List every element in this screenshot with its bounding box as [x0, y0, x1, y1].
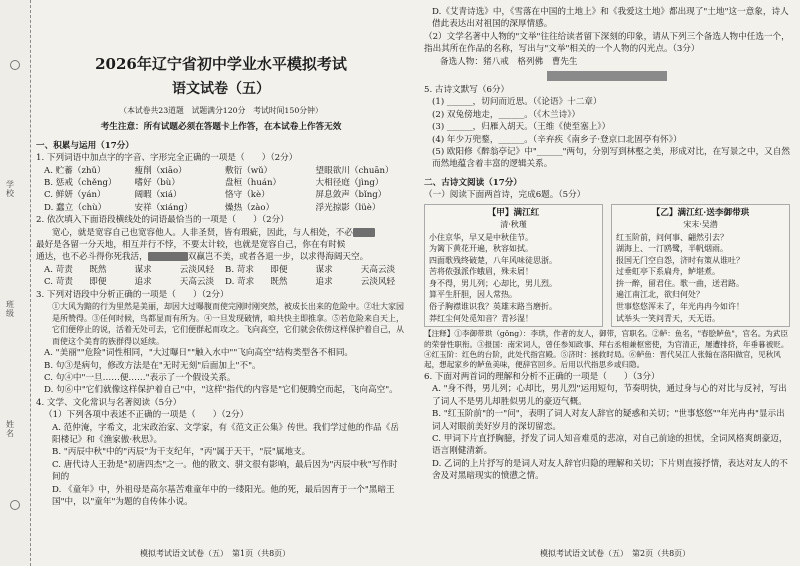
option-cell: 既然 [89, 264, 107, 275]
page-1-footer: 模拟考试语文试卷（五） 第1页（共8页） [140, 549, 291, 558]
option-row [36, 165, 406, 177]
option-cell: 即便 [270, 264, 288, 275]
poem-line: 算平生肝胆，因人常热。 [429, 290, 517, 300]
q2-passage-2: 最好是各留一分天地，相互并行不悖，不要太计较，也就是宽容自己，你在有时候 [36, 240, 346, 251]
poem-title: 【甲】满江红 [487, 207, 540, 218]
option-cell: B. 惩戒（chěng） [44, 178, 117, 189]
option-cell: 天高云淡 [179, 277, 215, 288]
option-cell: 云淡风轻 [179, 264, 215, 275]
punch-hole [10, 60, 20, 70]
option: C. 甲词下片直抒胸臆，抒发了词人知音难觅的悲凉，对自己前途的担忧，全词风格爽朗豪迈，语言刚健清新。 [432, 433, 788, 457]
page-2-footer: 模拟考试语文试卷（五） 第2页（共8页） [540, 549, 691, 558]
poem-line: 试举头一笑问青天，天无语。 [616, 313, 720, 323]
option-cell: D. 苛求 [225, 277, 255, 288]
annotation: 【注释】①李御带珙（gǒng）：李珙，作者的友人，御带，官职名。②鲈：鱼名，"春脍鲈鱼"，官名。为武臣的荣誉性职衔。③报国：南宋词人，曾任参知政事、拜右丞相兼枢密使，为官清正，屡遭排挤，年垂暮被贬。④红玉阶：红色的台阶，此处代指宫殿。⑤济时：拯救时局。⑥鲈鱼：晋代吴江人张翰在洛阳做官，见秋风起，想起家乡的鲈鱼美味，便辞官回乡。后用以代指思乡或归隐。 [424, 329, 789, 370]
poem-line: 俗子胸襟谁识我？英雄末路当磨折。 [429, 302, 557, 312]
option-cell: 屏息敛声（bǐng） [315, 190, 387, 201]
q4-option-d: D.《艾青诗选》中，《雪落在中国的土地上》和《我爱这土地》都出现了"土地"这一意象，诗人借此表达出对祖国的深厚情感。 [432, 7, 789, 30]
option-cell: 即便 [89, 277, 107, 288]
option-cell: 盘桓（huán） [225, 178, 282, 189]
question-3: 3. 下列对语段中分析正确的一项是（ ）（2分） [36, 289, 229, 300]
option-cell: 天高云淡 [360, 264, 396, 275]
section-2-1: （一）阅读下面两首诗，完成6题。（5分） [424, 190, 586, 201]
q2-passage: 宽心，就是宽容自己也宽容他人。人非圣贤，皆有瑕疵，因此，与人相处，不必 [36, 227, 406, 239]
option: B. 句③是病句，修改方法是在"无时无刻"后面加上"不"。 [44, 360, 261, 371]
question-5: 5. 古诗文默写（6分） [424, 85, 510, 96]
answer-stamp [547, 71, 667, 81]
option-cell: 望眼欲川（chuān） [315, 165, 394, 176]
exam-subtitle: 语文试卷（五） [172, 81, 270, 97]
option: D. 《童年》中，外祖母是高尔基苦难童年中的一缕阳光。他的死，最后因育于一个"黑暗王国"中，以"童年"为题的自传体小说。 [52, 484, 395, 507]
exam-attention: 考生注意：所有试题必须在答题卡上作答，在本试卷上作答无效 [100, 122, 342, 133]
option-cell: C. 苛责 [44, 277, 73, 288]
option-cell: D. 蠢立（chù） [44, 202, 107, 213]
option-cell: B. 苛求 [225, 264, 254, 275]
option: C. 唐代诗人王勃是"初唐四杰"之一。他的散文、骈文很有影响，最后因为"丙辰中秋"写作时间的 [52, 459, 398, 483]
option: A. "身不得，男儿列；心却比，男儿烈"运用短句，节奏明快，通过身与心的对比与反衬，写出了词人不是男儿却胜似男儿的豪迈气概。 [432, 384, 787, 407]
poem-line: 身不得，男儿列；心却比，男儿烈。 [429, 278, 557, 288]
dictation-line: (3) ______，归雁入胡天。（王维《使至塞上》） [432, 122, 611, 133]
option-cell: 瘦削（xiāo） [134, 165, 187, 176]
option-cell: 浮光掠影（lüè） [315, 202, 381, 213]
poem-author: 清·秋瑾 [500, 220, 527, 230]
poem-line: 小住京华，早又是中秋佳节。 [429, 232, 533, 242]
option-cell: A. 贮蓄（zhǔ） [44, 165, 106, 176]
option-row [36, 177, 406, 189]
dictation-line: (2) 双兔傍地走，______。（《木兰诗》） [432, 109, 581, 120]
option-cell: 安祥（xiáng） [134, 202, 193, 213]
punch-hole [10, 500, 20, 510]
poem-line: 湖海上、一汀鸥鹭，半帆烟雨。 [616, 244, 728, 254]
option-cell: C. 鲜妍（yán） [44, 190, 106, 201]
poem-line: 为篱下黄花开遍，秋容如拭。 [429, 244, 533, 254]
poem-line: 苦将侬强派作蛾眉，殊未屑！ [429, 267, 533, 277]
poem-line: 红玉阶前，问何事、翩然引去？ [616, 232, 728, 242]
poem-line: 拚一醉，留君住。歌一曲，送君路。 [616, 278, 744, 288]
option-row [36, 189, 406, 201]
q3-passage: ①大风为黯的行为里然是美丽，却因大过曝腹而使完刚时刚突然，被成长出来的危险中。②壮大家园是所赞得。③任何时候，鸟都显而有所为。④一旦发现破情，咱共快主即推拿。⑤若危险来自天上，它们便停止的说，活着无处可去，它们便群起而攻之。飞向高空，它们就会依傍这样保护着自己，从而使这个美育的族群得以延续。 [52, 302, 404, 346]
binding-name-label: 姓名 [6, 420, 14, 438]
option-row [36, 276, 406, 288]
poem-line: 四面歌残终破楚，八年风味徒思浙。 [429, 255, 557, 265]
poem-jia [424, 204, 603, 328]
q1-options [36, 165, 406, 215]
option-row [36, 202, 406, 214]
page-1 [36, 6, 406, 508]
poem-author: 宋末·吴潜 [683, 220, 718, 230]
option: D. 乙词的上片抒写的是词人对友人辞官归隐的理解和关切；下片则直接抒情，表达对友人的不舍及对黑暗现实的愤懑之情。 [432, 458, 788, 482]
question-4-1: （1）下列各项中表述不正确的一项是（ ）（2分） [44, 410, 249, 421]
page-2 [424, 6, 790, 483]
option-cell: 追求 [315, 277, 333, 288]
option: D. 句⑥中"它们就像这样保护着自己"中，"这样"指代的内容是"它们便腾空而起，飞向高空"。 [44, 385, 398, 396]
option-cell: 大相径庭（jìng） [315, 178, 384, 189]
option-row [36, 264, 406, 276]
option-cell: 谋求 [134, 264, 152, 275]
section-heading-2: 二、古诗文阅读（17分） [424, 177, 522, 188]
dictation-line: (4) 年少万兜鍪，______。（辛弃疾《南乡子·登京口北固亭有怀》） [432, 134, 682, 145]
poem-title: 【乙】满江红·送李御带珙 [651, 207, 750, 218]
binding-margin [0, 0, 31, 566]
binding-class-label: 班级 [6, 300, 14, 318]
option: B. "丙辰中秋"中的"丙辰"为干支纪年，"丙"属于天干，"辰"属地支。 [52, 447, 311, 458]
binding-school-label: 学校 [6, 180, 14, 198]
option-cell: 阔暇（xiá） [134, 190, 182, 201]
dictation-line: (5) 欧阳修《醉翁亭记》中"______"两句，分别写到林壑之美，形成对比，在写景之中，又自然而然地蕴含着丰富的逻辑关系。 [432, 147, 790, 170]
question-2: 2. 依次填入下面语段横线处的词语最恰当的一项是（ ）（2分） [36, 215, 289, 226]
question-4-2: （2）文学名著中人物的"文举"往往给读者留下深刻的印象，请从下列三个备选人物中任选一个，指出其所在作品的名称，写出与"文举"相关的一个人物的闪光点。（3分） [424, 31, 790, 55]
dictation-line: (1) ______，切问而近思。（《论语》十二章） [432, 97, 602, 108]
poem-line: 遍江南江北，欲归何处？ [616, 290, 704, 300]
exam-title: 2026年辽宁省初中学业水平模拟考试 [95, 55, 347, 73]
option-cell: 嗜好（bù） [134, 178, 180, 189]
poem-yi [611, 204, 790, 328]
q3-options [36, 347, 406, 397]
exam-note: （本试卷共23道题 试题满分120分 考试时间150分钟） [119, 106, 323, 115]
poem-line: 过垂虹亭下系扁舟，鲈堪煮。 [616, 267, 720, 277]
q6-options [424, 383, 790, 482]
option: A. 范仲淹，字希文，北宋政治家、文学家，有《范文正公集》传世。我们学过他的作品《岳阳楼记》和《渔家傲·秋思》。 [52, 422, 399, 445]
poem-line: 莽红尘何处觅知音？青衫湿！ [429, 313, 533, 323]
poem-line: 报国无门空自怨，济时有策从谁吐？ [616, 255, 744, 265]
q2-passage-3: 通达，也不必斗得你死我活， 双赢岂不美，或者各退一步，以求得海阔天空。 [36, 252, 369, 263]
option: C. 句④中"一旦……便……"表示了一个假设关系。 [44, 372, 236, 383]
candidate-characters: 备选人物：猪八戒 格列佛 曹先生 [440, 56, 578, 67]
option-cell: 燥热（zào） [225, 202, 275, 213]
option-cell: 既然 [270, 277, 288, 288]
poem-line: 世事悠悠浑未了，年光冉冉今如许！ [616, 302, 744, 312]
question-6: 6. 下面对两首词的理解和分析不正确的一项是（ ）（3分） [424, 371, 660, 382]
option-cell: 追求 [134, 277, 152, 288]
question-4: 4. 文学、文化常识与名著阅读（5分） [36, 397, 182, 408]
q2-options [36, 264, 406, 289]
poems [424, 204, 790, 328]
q4-options [36, 422, 406, 509]
question-1: 1. 下列词语中加点字的字音、字形完全正确的一项是（ ）（2分） [36, 153, 298, 164]
option-cell: 云淡风轻 [360, 277, 396, 288]
option-cell: 恪守（kè） [225, 190, 270, 201]
option: B. "红玉阶前"的一"问"，表明了词人对友人辞官的疑惑和关切；"世事悠悠""年光冉冉"显示出词人对眼前美好岁月的深切留恋。 [432, 409, 785, 432]
option-cell: 谋求 [315, 264, 333, 275]
option: A. "美丽""危险"词性相同，"大过曝日""触入水中""飞向高空"结构类型各不相同。 [44, 348, 354, 359]
option-cell: A. 苛责 [44, 264, 73, 275]
q5-lines [424, 96, 790, 170]
section-heading: 一、积累与运用（17分） [36, 140, 134, 151]
option-cell: 敷衍（wǔ） [225, 165, 273, 176]
